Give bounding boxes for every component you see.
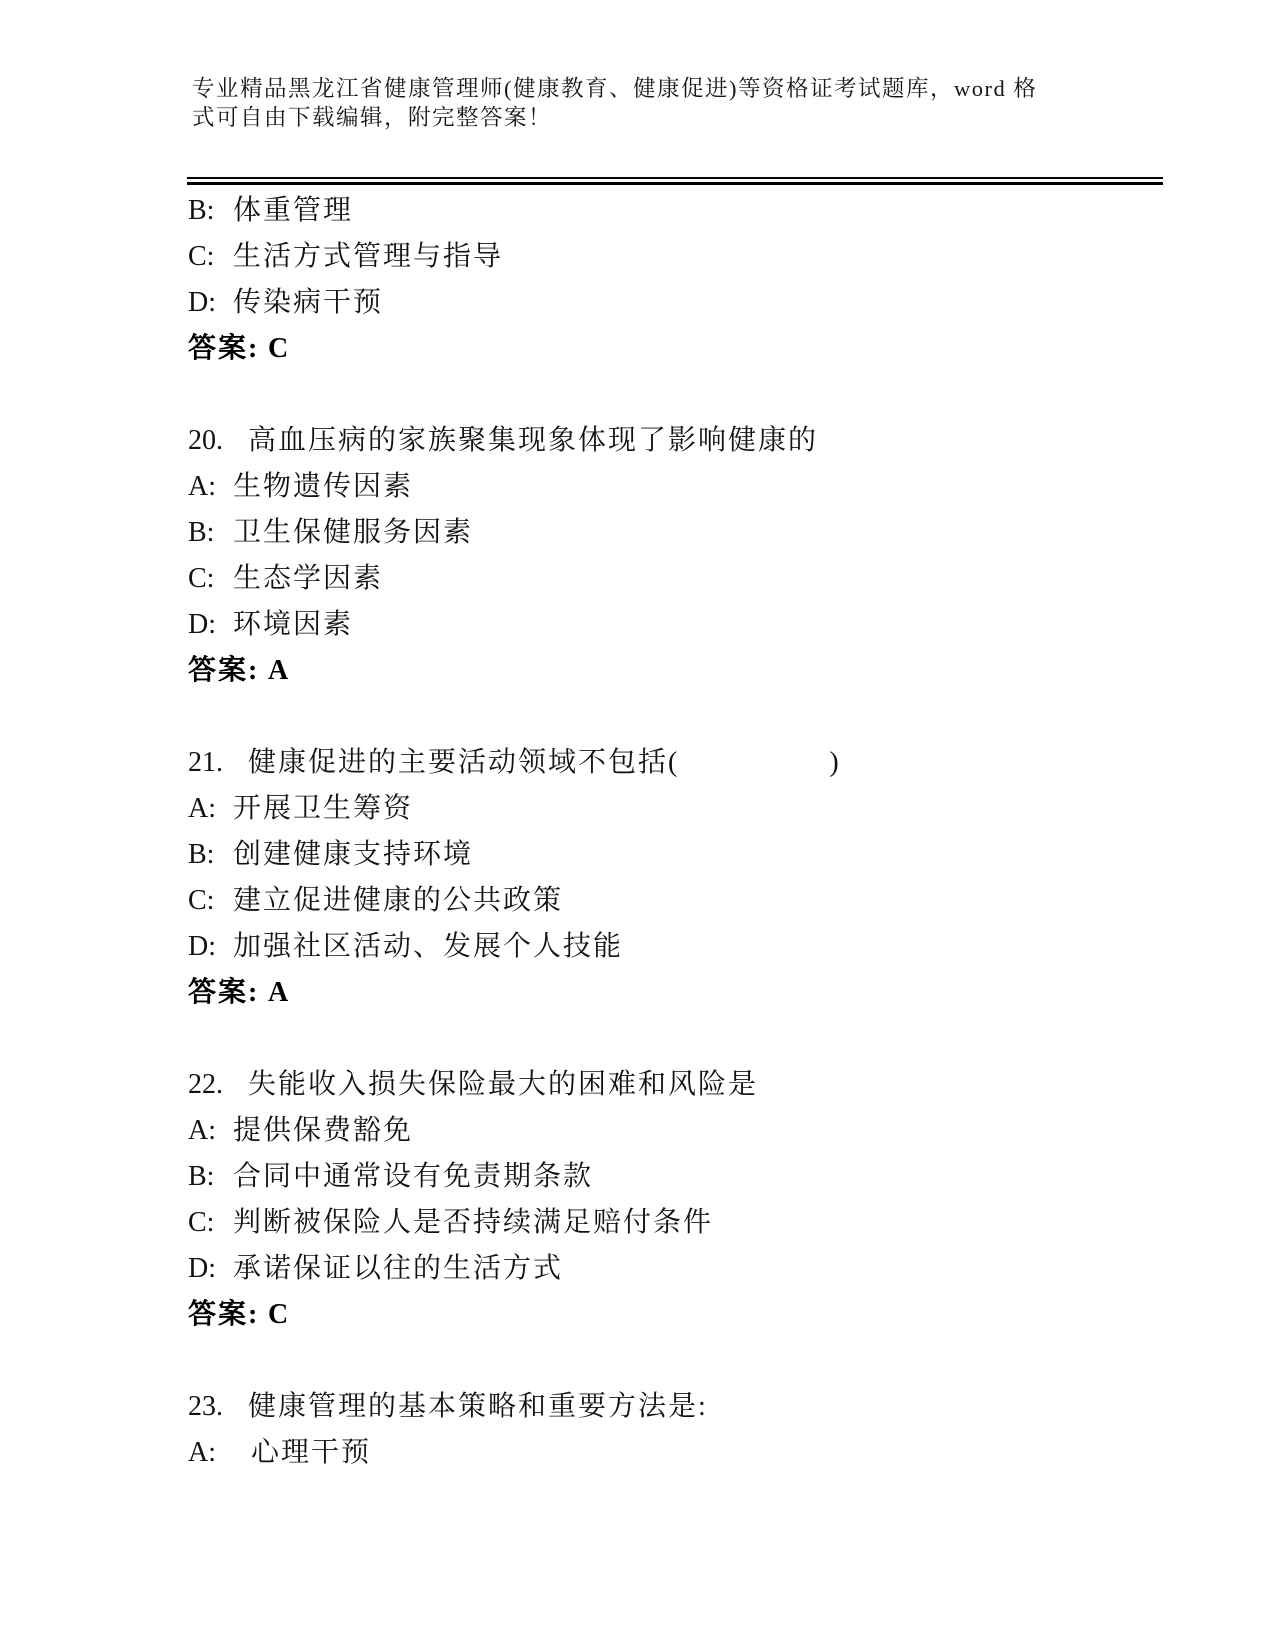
answer-value: A [268,655,291,686]
option-row [188,924,1178,970]
option-row [188,786,1178,832]
option-text: 合同中通常设有免责期条款 [233,1161,594,1192]
question-number: 21. [188,747,223,778]
question-row [188,740,1178,786]
option-text: 判断被保险人是否持续满足赔付条件 [233,1207,714,1238]
answer-row [188,1292,1178,1338]
answer-value: C [268,333,291,364]
option-row [188,510,1178,556]
option-label: B: [188,839,215,870]
option-label: D: [188,931,216,962]
option-row [188,234,1178,280]
answer-value: C [268,1299,291,1330]
answer-row [188,648,1178,694]
option-text: 生物遗传因素 [233,471,414,502]
option-text: 体重管理 [233,195,354,226]
option-row [188,1430,1178,1476]
option-label: A: [188,793,216,824]
option-row [188,1246,1178,1292]
option-row [188,280,1178,326]
option-text: 承诺保证以往的生活方式 [233,1253,564,1284]
question-number: 23. [188,1391,223,1422]
option-text: 生态学因素 [233,563,384,594]
option-label: D: [188,609,216,640]
question-text: 健康管理的基本策略和重要方法是: [248,1391,708,1422]
answer-row [188,970,1178,1016]
question-text: 健康促进的主要活动领域不包括( ) [248,747,841,778]
option-row [188,1108,1178,1154]
option-row [188,878,1178,924]
option-label: C: [188,885,215,916]
answer-label: 答案: [188,655,260,686]
question-text: 失能收入损失保险最大的困难和风险是 [248,1069,759,1100]
option-text: 提供保费豁免 [233,1115,414,1146]
option-text: 加强社区活动、发展个人技能 [233,931,624,962]
option-row [188,1200,1178,1246]
document-body [188,188,1178,1476]
option-row [188,1154,1178,1200]
question-row [188,1384,1178,1430]
blank-row [188,1338,1178,1384]
question-row [188,418,1178,464]
blank-row [188,1016,1178,1062]
option-label: A: [188,471,216,502]
option-label: B: [188,195,215,226]
header-rule [187,177,1163,185]
header-line-1: 专业精品黑龙江省健康管理师(健康教育、健康促进)等资格证考试题库，word 格 [192,76,1038,101]
blank-row [188,372,1178,418]
question-number: 22. [188,1069,223,1100]
option-label: C: [188,1207,215,1238]
option-label: D: [188,1253,216,1284]
blank-row [188,694,1178,740]
answer-row [188,326,1178,372]
option-text: 建立促进健康的公共政策 [233,885,564,916]
option-text: 开展卫生筹资 [233,793,414,824]
option-label: C: [188,241,215,272]
option-row [188,464,1178,510]
option-row [188,556,1178,602]
option-row [188,602,1178,648]
question-row [188,1062,1178,1108]
answer-label: 答案: [188,333,260,364]
option-label: B: [188,517,215,548]
option-text: 生活方式管理与指导 [233,241,504,272]
option-text: 传染病干预 [233,287,384,318]
option-row [188,832,1178,878]
answer-label: 答案: [188,1299,260,1330]
option-text: 心理干预 [233,1437,372,1468]
answer-label: 答案: [188,977,260,1008]
answer-value: A [268,977,291,1008]
option-label: D: [188,287,216,318]
question-number: 20. [188,425,223,456]
option-label: B: [188,1161,215,1192]
option-text: 环境因素 [233,609,354,640]
option-label: C: [188,563,215,594]
option-text: 卫生保健服务因素 [233,517,474,548]
option-row [188,188,1178,234]
question-text: 高血压病的家族聚集现象体现了影响健康的 [248,425,819,456]
option-label: A: [188,1115,216,1146]
option-label: A: [188,1437,216,1468]
option-text: 创建健康支持环境 [233,839,474,870]
header-line-2: 式可自由下载编辑，附完整答案！ [192,105,553,130]
page-header [192,74,1122,132]
